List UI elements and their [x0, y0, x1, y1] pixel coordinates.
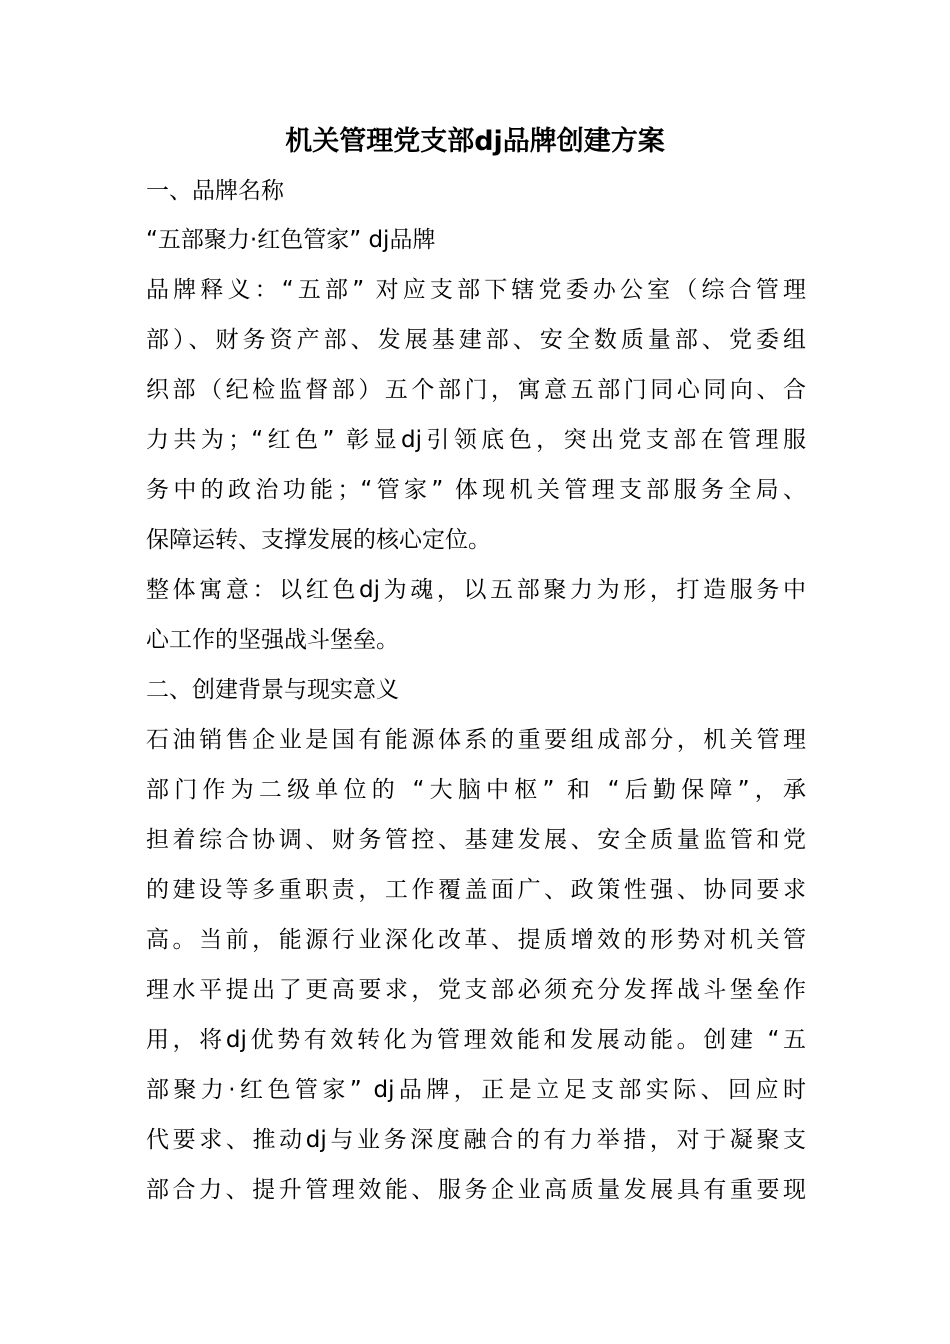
paragraph-line: 用，将dj优势有效转化为管理效能和发展动能。创建 “五	[146, 1027, 806, 1053]
paragraph-line: 部合力、提升管理效能、服务企业高质量发展具有重要现	[146, 1177, 806, 1203]
paragraph-line: 心工作的坚强战斗堡垒。	[146, 627, 399, 653]
paragraph-line: 部门作为二级单位的 “大脑中枢” 和 “后勤保障”，承	[146, 777, 806, 803]
paragraph-line: 理水平提出了更高要求，党支部必须充分发挥战斗堡垒作	[146, 977, 806, 1003]
paragraph-line: 部）、财务资产部、发展基建部、安全数质量部、党委组	[146, 327, 806, 353]
paragraph-line: 务中的政治功能；“管家” 体现机关管理支部服务全局、	[146, 477, 806, 503]
paragraph-line: 高。当前，能源行业深化改革、提质增效的形势对机关管	[146, 927, 806, 953]
section-heading-brand-name: 一、品牌名称	[146, 178, 284, 204]
paragraph-line: 整体寓意：以红色dj为魂，以五部聚力为形，打造服务中	[146, 577, 806, 603]
paragraph-line: 代要求、推动dj与业务深度融合的有力举措，对于凝聚支	[146, 1127, 806, 1153]
paragraph-line: 担着综合协调、财务管控、基建发展、安全质量监管和党	[146, 827, 806, 853]
paragraph-line: 保障运转、支撑发展的核心定位。	[146, 527, 491, 553]
paragraph-line: 品牌释义：“五部” 对应支部下辖党委办公室（综合管理	[146, 277, 806, 303]
paragraph-line: 石油销售企业是国有能源体系的重要组成部分，机关管理	[146, 727, 806, 753]
paragraph-line: 的建设等多重职责，工作覆盖面广、政策性强、协同要求	[146, 877, 806, 903]
paragraph-line: 织部（纪检监督部）五个部门，寓意五部门同心同向、合	[146, 377, 806, 403]
section-heading-background: 二、创建背景与现实意义	[146, 677, 399, 703]
brand-name-line: “五部聚力·红色管家” dj品牌	[146, 227, 436, 253]
paragraph-line: 力共为；“红色” 彰显dj引领底色，突出党支部在管理服	[146, 427, 806, 453]
document-title: 机关管理党支部dj品牌创建方案	[285, 126, 665, 157]
paragraph-line: 部聚力·红色管家” dj品牌，正是立足支部实际、回应时	[146, 1077, 806, 1103]
